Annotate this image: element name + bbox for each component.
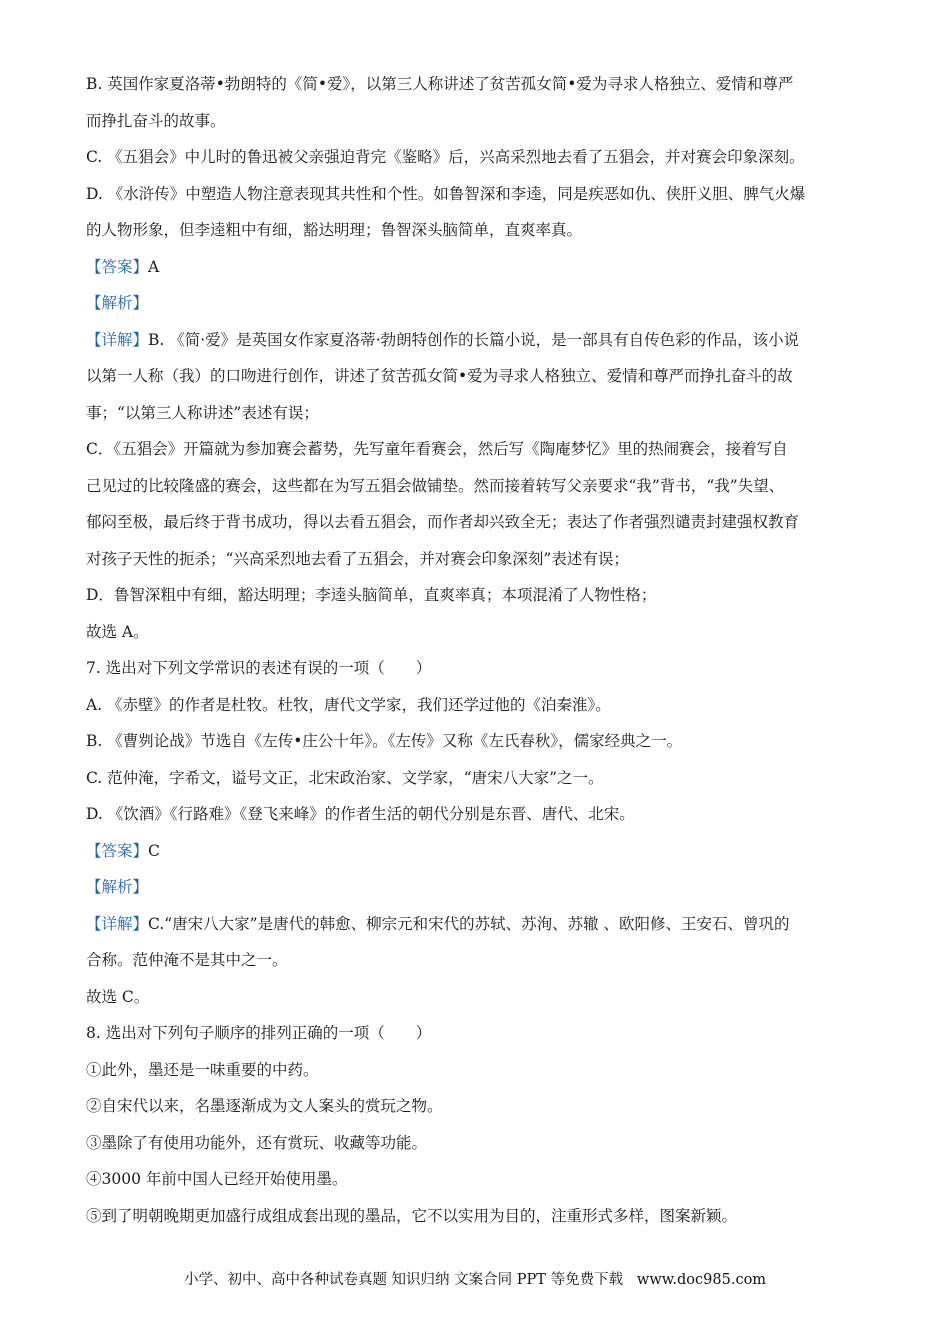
q8-sentence-5: ⑤到了明朝晚期更加盛行成组成套出现的墨品，它不以实用为目的，注重形式多样，图案新颖。 — [86, 1206, 738, 1225]
answer-tag: 【答案】 — [86, 257, 149, 276]
q8-sentence-3: ③墨除了有使用功能外，还有赏玩、收藏等功能。 — [86, 1133, 428, 1152]
q6-detail-line6: 郁闷至极，最后终于背书成功，得以去看五猖会，而作者却兴致全无；表达了作者强烈谴责封建强权教育 — [86, 513, 800, 531]
q7-stem: 7. 选出对下列文学常识的表述有误的一项（ ） — [86, 659, 432, 677]
answer-value: C — [148, 841, 160, 860]
q6-detail-line5: 己见过的比较隆盛的赛会，这些都在为写五猖会做铺垫。然而接着转写父亲要求“我”背书，“我”失望、 — [86, 476, 785, 495]
q7-option-d: D. 《饮酒》《行路难》《登飞来峰》的作者生活的朝代分别是东晋、唐代、北宋。 — [86, 805, 635, 823]
document-body — [86, 66, 876, 1234]
q8-stem: 8. 选出对下列句子顺序的排列正确的一项（ ） — [86, 1024, 432, 1042]
footer-url[interactable]: www.doc985.com — [636, 1272, 767, 1288]
q6-detail-line4: C．《五猖会》开篇就为参加赛会蓄势，先写童年看赛会，然后写《陶庵梦忆》里的热闹赛会，接着写自 — [86, 440, 788, 458]
detail-tag: 【详解】 — [86, 330, 149, 349]
detail-text: C.“唐宋八大家”是唐代的韩愈、柳宗元和宋代的苏轼、苏洵、苏辙 、欧阳修、王安石、曾巩的 — [148, 914, 790, 933]
q6-option-b-line1: B. 英国作家夏洛蒂•勃朗特的《简•爱》，以第三人称讲述了贫苦孤女简•爱为寻求人格独立、爱情和尊严 — [86, 75, 794, 93]
q8-sentence-1: ①此外，墨还是一味重要的中药。 — [86, 1060, 319, 1079]
q6-detail-line2: 以第一人称（我）的口吻进行创作，讲述了贫苦孤女简•爱为寻求人格独立、爱情和尊严而挣扎奋斗的故 — [86, 367, 793, 385]
q6-option-d-line1: D. 《水浒传》中塑造人物注意表现其共性和个性。如鲁智深和李逵，同是疾恶如仇、侠肝义胆、脾气火爆 — [86, 184, 806, 203]
q7-conclusion: 故选 C。 — [86, 987, 150, 1006]
detail-text: B. 《简·爱》是英国女作家夏洛蒂·勃朗特创作的长篇小说，是一部具有自传色彩的作品，该小说 — [148, 330, 800, 349]
q6-detail-line3: 事；“以第三人称讲述”表述有误； — [86, 403, 319, 422]
answer-value: A — [148, 257, 160, 276]
q6-option-b-line2: 而挣扎奋斗的故事。 — [86, 111, 226, 130]
q7-detail-line2: 合称。范仲淹不是其中之一。 — [86, 951, 288, 969]
q7-option-a: A. 《赤壁》的作者是杜牧。杜牧，唐代文学家，我们还学过他的《泊秦淮》。 — [86, 695, 611, 714]
q6-conclusion: 故选 A。 — [86, 622, 149, 641]
q7-option-c: C. 范仲淹，字希文，谥号文正，北宋政治家、文学家，“唐宋八大家”之一。 — [86, 768, 604, 787]
q7-detail-line1 — [86, 906, 876, 943]
q6-analysis — [86, 285, 876, 322]
analysis-tag: 【解析】 — [86, 878, 149, 896]
q6-answer — [86, 249, 876, 286]
q8-sentence-4: ④3000 年前中国人已经开始使用墨。 — [86, 1170, 348, 1188]
q6-option-d-line2: 的人物形象，但李逵粗中有细，豁达明理；鲁智深头脑简单，直爽率真。 — [86, 221, 583, 239]
detail-tag: 【详解】 — [86, 914, 149, 933]
q6-option-c: C. 《五猖会》中儿时的鲁迅被父亲强迫背完《鉴略》后，兴高采烈地去看了五猖会，并对赛会印象深刻。 — [86, 148, 805, 166]
q8-sentence-2: ②自宋代以来，名墨逐渐成为文人案头的赏玩之物。 — [86, 1097, 443, 1115]
analysis-tag: 【解析】 — [86, 294, 149, 312]
q6-detail-line1 — [86, 322, 876, 359]
q7-option-b: B. 《曹刿论战》节选自《左传•庄公十年》。《左传》又称《左氏春秋》，儒家经典之一。 — [86, 732, 683, 750]
answer-tag: 【答案】 — [86, 841, 149, 860]
q6-detail-line7: 对孩子天性的扼杀；“兴高采烈地去看了五猖会，并对赛会印象深刻”表述有误； — [86, 549, 629, 568]
q6-detail-line8: D．鲁智深粗中有细，豁达明理；李逵头脑简单，直爽率真；本项混淆了人物性格； — [86, 586, 657, 604]
page-footer — [0, 1268, 950, 1289]
q7-answer — [86, 833, 876, 870]
q7-analysis — [86, 869, 876, 906]
footer-text: 小学、初中、高中各种试卷真题 知识归纳 文案合同 PPT 等免费下载 — [183, 1272, 624, 1288]
